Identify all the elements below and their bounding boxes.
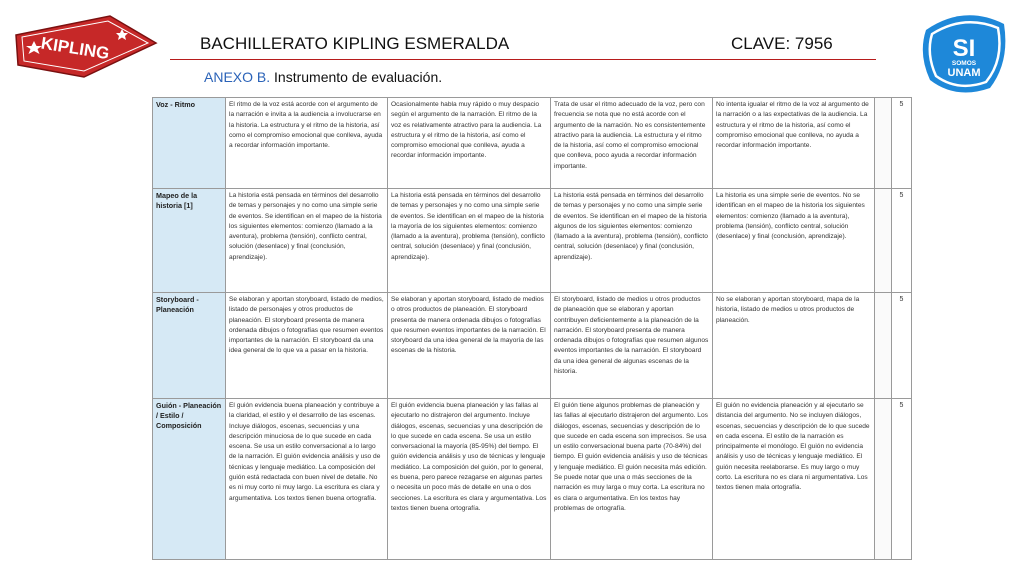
unam-logo-unam: UNAM <box>947 67 981 79</box>
level-cell: El guión evidencia buena planeación y las fallas al ejecutarlo no distrajeron del argumento. Incluye diálogos, escenas, secuencias y una descripción de lo que sucede en cada escena. Se usa un estilo conversacional la mayoría (85-95%) del tiempo. El guión evidencia análisis y uso de técnicas y lenguaje mediático. La composición del guión, por lo general, es buena, pero parece rezagarse en algunas partes o necesita un poco más de detalle en una o dos secciones. La escritura es clara y argumentativa. Los textos tienen buena ortografía. <box>388 399 551 560</box>
criterion-cell: Storyboard - Planeación <box>153 293 226 399</box>
annex-label: ANEXO B. <box>204 69 271 85</box>
level-cell: El guión evidencia buena planeación y contribuye a la claridad, el estilo y el desarrollo de las escenas. Incluye diálogos, escenas, secuencias y una descripción minuciosa de lo que sucede en cada escena. Se usa un estilo conversacional a lo largo de la narración. El guión evidencia análisis y uso de técnicas y lenguaje mediático. La composición del guión está redactada con buen nivel de detalle. No es ni muy corto ni muy largo. La escritura es clara y argumentativa. Los textos tienen buena ortografía. <box>226 399 388 560</box>
kipling-logo-text: KIPLING <box>39 33 111 64</box>
level-cell: Se elaboran y aportan storyboard, listado de medios o otros productos de planeación. El storyboard presenta de manera ordenada dibujos o fotografías que resumen eventos importantes de la narración. El storyboard da una idea general de la mayoría de las escenas de la historia. <box>388 293 551 399</box>
points-cell: 5 <box>892 293 912 399</box>
rubric-table <box>152 97 912 560</box>
level-cell: La historia es una simple serie de eventos. No se identifican en el mapeo de la historia los siguientes elementos: comienzo (llamado a la aventura), problema (tensión), conflicto central, solución (desenlace) y final (conclusión, aprendizaje). <box>713 189 875 293</box>
unam-logo-somos: SOMOS <box>951 60 977 67</box>
header-divider <box>170 59 876 60</box>
annex-heading <box>204 69 442 85</box>
kipling-logo <box>12 13 160 79</box>
points-cell: 5 <box>892 189 912 293</box>
level-cell: El guión no evidencia planeación y al ejecutarlo se distancia del argumento. No se incluyen diálogos, escenas, secuencias y descripción de lo que sucede en cada escena. El estilo de la narración es principalmente el monólogo. El guión no evidencia análisis y uso de técnicas y lenguaje mediático. El guión necesita reelaborarse. Es muy largo o muy corto. La escritura no es clara ni argumentativa. Los textos tienen mala ortografía. <box>713 399 875 560</box>
level-cell: Se elaboran y aportan storyboard, listado de medios, listado de personajes y otros productos de planeación. El storyboard presenta de manera ordenada dibujos o fotografías que resumen eventos importantes de la narración. El storyboard da una idea general de lo que va a pasar en la historia. <box>226 293 388 399</box>
empty-cell <box>875 189 892 293</box>
si-somos-unam-icon <box>918 10 1010 96</box>
points-cell: 5 <box>892 98 912 189</box>
rubric-row <box>153 98 912 189</box>
school-code: CLAVE: 7956 <box>731 34 833 53</box>
level-cell: El storyboard, listado de medios u otros productos de planeación que se elaboran y aportan contribuyen deficientemente a la planeación de la narración. El storyboard presenta de manera ordenada dibujos o fotografías que resumen algunos eventos importantes de la narración. El storyboard da una idea general de algunas escenas de la historia. <box>551 293 713 399</box>
criterion-cell: Mapeo de la historia [1] <box>153 189 226 293</box>
rubric-row <box>153 293 912 399</box>
annex-text: Instrumento de evaluación. <box>270 69 443 85</box>
empty-cell <box>875 293 892 399</box>
level-cell: La historia está pensada en términos del desarrollo de temas y personajes y no como una simple serie de eventos. Se identifican en el mapeo de la historia los siguientes elementos: comienzo (llamado a la aventura), problema (tensión), conflicto central, solución (desenlace) y final (conclusión, aprendizaje). <box>226 189 388 293</box>
kipling-pennant-icon <box>12 13 160 79</box>
rubric-row <box>153 189 912 293</box>
criterion-cell: Voz - Ritmo <box>153 98 226 189</box>
level-cell: La historia está pensada en términos del desarrollo de temas y personajes y no como una simple serie de eventos. Se identifican en el mapeo de la historia la mayoría de los siguientes elementos: comienzo (llamado a la aventura), problema (tensión), conflicto central, solución (desenlace) y final (conclusión, aprendizaje). <box>388 189 551 293</box>
rubric-row <box>153 399 912 560</box>
unam-logo-si: SI <box>952 35 976 62</box>
criterion-cell: Guión - Planeación / Estilo / Composición <box>153 399 226 560</box>
level-cell: Trata de usar el ritmo adecuado de la voz, pero con frecuencia se nota que no está acorde con el argumento de la narración. No es consistentemente atractivo para la audiencia. La estructura y el ritmo de la historia, así como el compromiso emocional que conlleva, poco ayuda a recordar información importante. <box>551 98 713 189</box>
empty-cell <box>875 98 892 189</box>
level-cell: Ocasionalmente habla muy rápido o muy despacio según el argumento de la narración. El ritmo de la voz es relativamente atractivo para la audiencia. La estructura y el ritmo de la historia, así como el compromiso emocional que conlleva, ayuda a recordar información importante. <box>388 98 551 189</box>
page-title: BACHILLERATO KIPLING ESMERALDA <box>200 34 510 53</box>
unam-logo <box>918 10 1010 96</box>
empty-cell <box>875 399 892 560</box>
level-cell: El ritmo de la voz está acorde con el argumento de la narración e invita a la audiencia a involucrarse en la historia. La estructura y el ritmo de la historia, así como el compromiso emocional que conlleva, ayuda a recordar información importante. <box>226 98 388 189</box>
level-cell: La historia está pensada en términos del desarrollo de temas y personajes y no como una simple serie de eventos. Se identifican en el mapeo de la historia algunos de los siguientes elementos: comienzo (llamado a la aventura), problema (tensión), conflicto central, solución (desenlace) y final (conclusión, aprendizaje). <box>551 189 713 293</box>
level-cell: No se elaboran y aportan storyboard, mapa de la historia, listado de medios u otros productos de planeación. <box>713 293 875 399</box>
level-cell: El guión tiene algunos problemas de planeación y las fallas al ejecutarlo distrajeron del argumento. Los diálogos, escenas, secuencias y descripción de lo que sucede en cada escena son imprecisos. Se usa un estilo conversacional buena parte (70-84%) del tiempo. El guión evidencia análisis y uso de técnicas y lenguaje mediático. El guión necesita más edición. Se puede notar que una o más secciones de la narración es muy larga o muy corta. La escritura no es clara o argumentativa. En los textos hay problemas de ortografía. <box>551 399 713 560</box>
points-cell: 5 <box>892 399 912 560</box>
level-cell: No intenta igualar el ritmo de la voz al argumento de la narración o a las expectativas de la audiencia. La estructura y el ritmo de la historia, así como el compromiso emocional que conlleva, no ayuda a recordar información importante. <box>713 98 875 189</box>
